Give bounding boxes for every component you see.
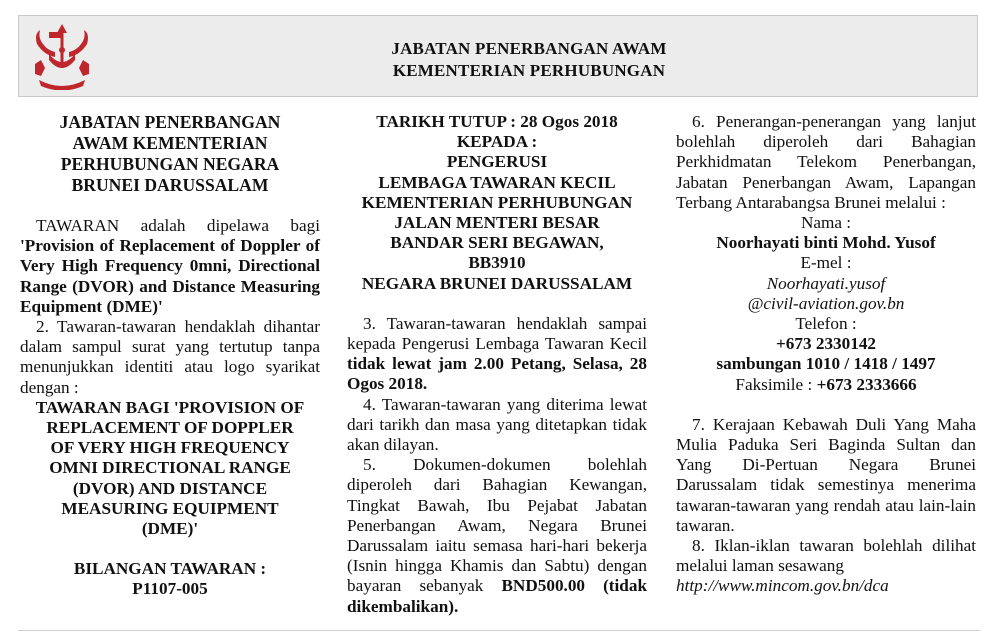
paragraph-8: 8. Iklan-iklan tawaran bolehlah dilihat melalui laman sesawang — [676, 536, 976, 576]
paragraph-5: 5. Dokumen-dokumen bolehlah diperoleh dari Bahagian Kewangan, Tingkat Bawah, Ibu Pejabat Jabatan Penerbangan Awam, Negara Brunei Darussalam iaitu semasa hari-hari bekerja (Isnin hingga Khamis dan Sabtu) dengan bayaran sebanyak BND500.00 (tidak dikembalikan). — [347, 455, 648, 616]
paragraph-3: 3. Tawaran-tawaran hendaklah sampai kepada Pengerusi Lembaga Tawaran Kecil tidak lewat jam 2.00 Petang, Selasa, 28 Ogos 2018. — [347, 313, 647, 394]
paragraph-1: TAWARAN adalah dipelawa bagi 'Provision of Replacement of Doppler of Very High Frequency 0mni, Directional Range (DVOR) and Distance Measuring Equipment (DME)' — [20, 216, 320, 316]
column-right — [676, 112, 976, 597]
contact-fax: Faksimile : +673 2333666 — [735, 374, 917, 394]
brunei-crest-icon — [31, 24, 93, 90]
address-block: PENGERUSI LEMBAGA TAWARAN KECIL KEMENTERIAN PERHUBUNGAN JALAN MENTERI BESAR BANDAR SERI BEGAWAN, BB3910 NEGARA BRUNEI DARUSSALAM — [361, 152, 633, 293]
contact-block: Nama : Noorhayati binti Mohd. Yusof E-mel : Noorhayati.yusof @civil-aviation.gov.bn Telefon : +673 2330142 sambungan 1010 / 1418 / 1497 Faksimile : +673 2333666 — [676, 213, 976, 395]
header-title-line2: KEMENTERIAN PERHUBUNGAN — [392, 61, 666, 80]
column-middle — [347, 112, 647, 617]
contact-email-line1: Noorhayati.yusof — [766, 273, 886, 293]
kepada-label: KEPADA : — [456, 132, 538, 152]
header-banner — [18, 15, 978, 97]
bottom-divider — [18, 630, 980, 631]
contact-phone: +673 2330142 — [775, 334, 877, 354]
paragraph-6: 6. Penerangan-penerangan yang lanjut bolehlah diperoleh dari Bahagian Perkhidmatan Telekom Penerbangan, Jabatan Penerbangan Awam, Lapangan Terbang Antarabangsa Brunei melalui : — [676, 112, 976, 212]
tender-number: BILANGAN TAWARAN : P1107-005 — [73, 559, 267, 599]
header-title-line1: JABATAN PENERBANGAN AWAM — [391, 39, 667, 58]
contact-extension: sambungan 1010 / 1418 / 1497 — [716, 354, 936, 374]
column-left — [20, 112, 320, 600]
envelope-title: TAWARAN BAGI 'PROVISION OF REPLACEMENT OF DOPPLER OF VERY HIGH FREQUENCY OMNI DIRECTIONAL RANGE (DVOR) AND DISTANCE MEASURING EQUIPMENT (DME)' — [35, 397, 305, 539]
agency-title: JABATAN PENERBANGAN AWAM KEMENTERIAN PERHUBUNGAN NEGARA BRUNEI DARUSSALAM — [59, 112, 281, 195]
contact-name: Noorhayati binti Mohd. Yusof — [716, 233, 936, 253]
closing-date: TARIKH TUTUP : 28 Ogos 2018 — [376, 112, 618, 131]
website-url: http://www.mincom.gov.bn/dca — [676, 576, 889, 596]
paragraph-4: 4. Tawaran-tawaran yang diterima lewat dari tarikh dan masa yang ditetapkan tidak akan dilayan. — [347, 394, 647, 455]
paragraph-2: 2. Tawaran-tawaran hendaklah dihantar dalam sampul surat yang tertutup tanpa menunjukkan identiti atau logo syarikat dengan : — [20, 317, 320, 397]
contact-email-line2: @civil-aviation.gov.bn — [747, 293, 905, 313]
paragraph-7: 7. Kerajaan Kebawah Duli Yang Maha Mulia Paduka Seri Baginda Sultan dan Yang Di-Pertuan Negara Brunei Darussalam tidak semestinya menerima tawaran-tawaran yang rendah atau lain-lain tawaran. — [676, 414, 976, 535]
